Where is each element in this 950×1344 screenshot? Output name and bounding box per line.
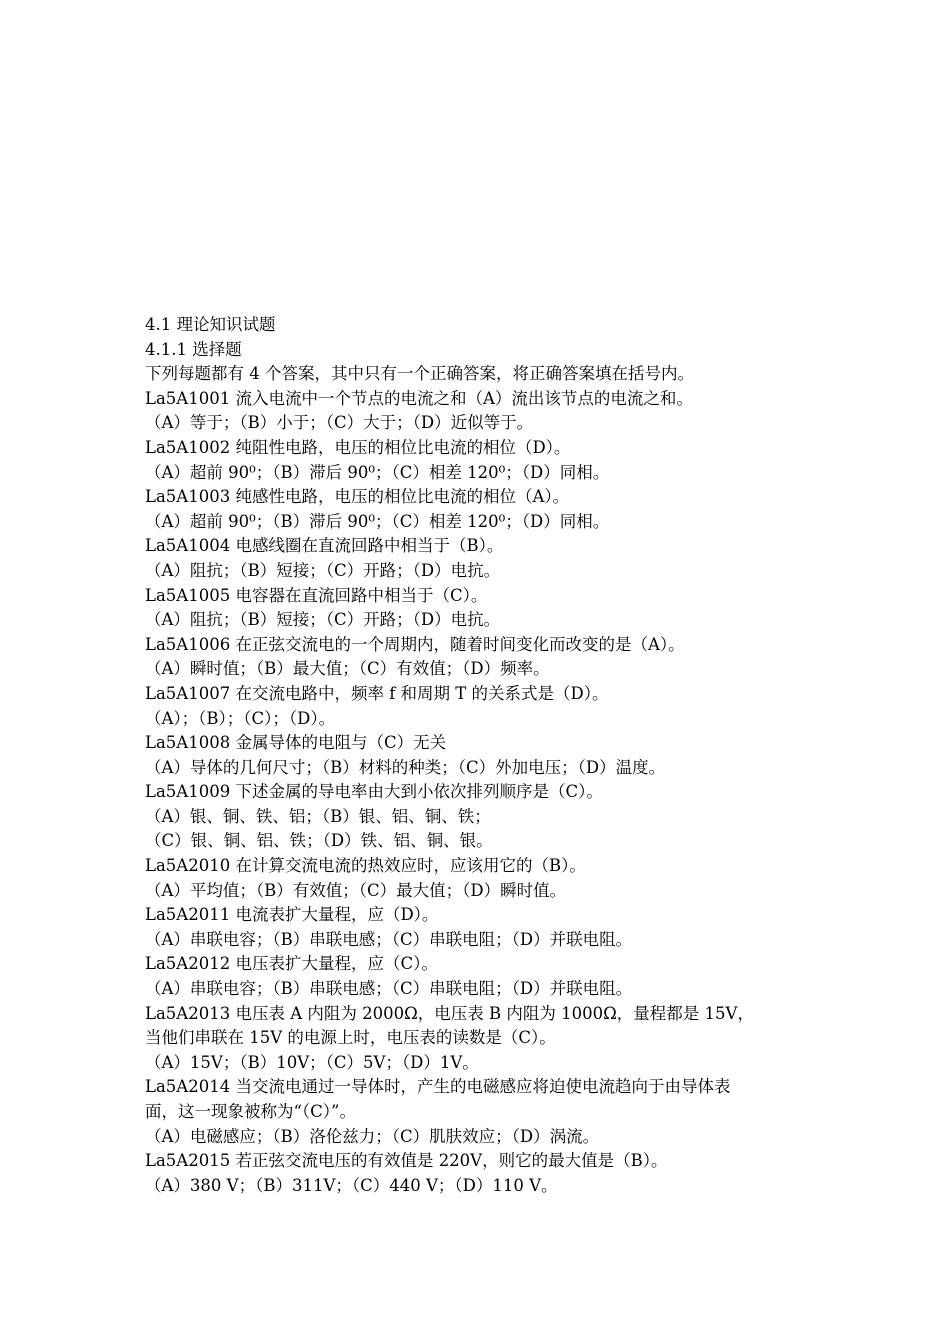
question-text: La5A2015 若正弦交流电压的有效值是 220V，则它的最大值是（B）。 bbox=[145, 1151, 668, 1171]
answer-options: （A）串联电容；（B）串联电感；（C）串联电阻；（D）并联电阻。 bbox=[145, 929, 633, 949]
subsection-heading: 4.1.1 选择题 bbox=[145, 339, 242, 359]
section-heading: 4.1 理论知识试题 bbox=[145, 315, 276, 334]
answer-options: （C）银、铜、铝、铁；（D）铁、铝、铜、银。 bbox=[145, 831, 493, 851]
answer-options: （A）导体的几何尺寸；（B）材料的种类；（C）外加电压；（D）温度。 bbox=[145, 757, 666, 777]
question-text: La5A1005 电容器在直流回路中相当于（C）。 bbox=[145, 585, 488, 605]
answer-options: （A）阻抗；（B）短接；（C）开路；（D）电抗。 bbox=[145, 610, 501, 630]
answer-options: （A）瞬时值；（B）最大值；（C）有效值；（D）频率。 bbox=[145, 659, 550, 679]
answer-options: （A）银、铜、铁、铝；（B）银、铝、铜、铁； bbox=[145, 806, 491, 826]
answer-options: （A）等于；（B）小于；（C）大于；（D）近似等于。 bbox=[145, 413, 534, 433]
question-text: La5A2011 电流表扩大量程，应（D）。 bbox=[145, 905, 439, 925]
instructions-text: 下列每题都有 4 个答案，其中只有一个正确答案，将正确答案填在括号内。 bbox=[145, 364, 694, 384]
answer-options: （A）15V；（B）10V；（C）5V；（D）1V。 bbox=[145, 1052, 479, 1072]
answer-options: （A）电磁感应；（B）洛伦兹力；（C）肌肤效应；（D）涡流。 bbox=[145, 1126, 600, 1146]
question-text: La5A2013 电压表 A 内阻为 2000Ω，电压表 B 内阻为 1000Ω，量程都是 15V， bbox=[145, 1003, 754, 1023]
question-text: La5A2012 电压表扩大量程，应（C）。 bbox=[145, 954, 438, 974]
question-text: La5A1002 纯阻性电路，电压的相位比电流的相位（D）。 bbox=[145, 437, 571, 457]
question-text: La5A2014 当交流电通过一导体时，产生的电磁感应将迫使电流趋向于由导体表 bbox=[145, 1077, 731, 1097]
question-text-continued: 当他们串联在 15V 的电源上时，电压表的读数是（C）。 bbox=[145, 1028, 556, 1048]
answer-options: （A）平均值；（B）有效值；（C）最大值；（D）瞬时值。 bbox=[145, 880, 567, 900]
question-text: La5A1008 金属导体的电阻与（C）无关 bbox=[145, 733, 447, 753]
answer-options: （A）380 V；（B）311V；（C）440 V；（D）110 V。 bbox=[145, 1175, 558, 1195]
question-text: La5A1003 纯感性电路，电压的相位比电流的相位（A）。 bbox=[145, 487, 570, 507]
question-text: La5A1007 在交流电路中，频率 f 和周期 T 的关系式是（D）。 bbox=[145, 683, 609, 703]
document-body bbox=[145, 313, 825, 1198]
answer-options: （A）超前 90⁰；（B）滞后 90⁰；（C）相差 120⁰；（D）同相。 bbox=[145, 462, 610, 482]
answer-options: （A）串联电容；（B）串联电感；（C）串联电阻；（D）并联电阻。 bbox=[145, 979, 633, 999]
answer-options: （A）超前 90⁰；（B）滞后 90⁰；（C）相差 120⁰；（D）同相。 bbox=[145, 511, 610, 531]
question-text: La5A2010 在计算交流电流的热效应时，应该用它的（B）。 bbox=[145, 856, 586, 876]
question-text: La5A1004 电感线圈在直流回路中相当于（B）。 bbox=[145, 536, 504, 556]
question-text: La5A1009 下述金属的导电率由大到小依次排列顺序是（C）。 bbox=[145, 782, 603, 802]
question-text: La5A1001 流入电流中一个节点的电流之和（A）流出该节点的电流之和。 bbox=[145, 388, 693, 408]
answer-options: （A）；（B）；（C）；（D）。 bbox=[145, 708, 336, 728]
question-text: La5A1006 在正弦交流电的一个周期内，随着时间变化而改变的是（A）。 bbox=[145, 634, 685, 654]
question-text-continued: 面，这一现象被称为“（C）”。 bbox=[145, 1102, 356, 1121]
answer-options: （A）阻抗；（B）短接；（C）开路；（D）电抗。 bbox=[145, 560, 501, 580]
